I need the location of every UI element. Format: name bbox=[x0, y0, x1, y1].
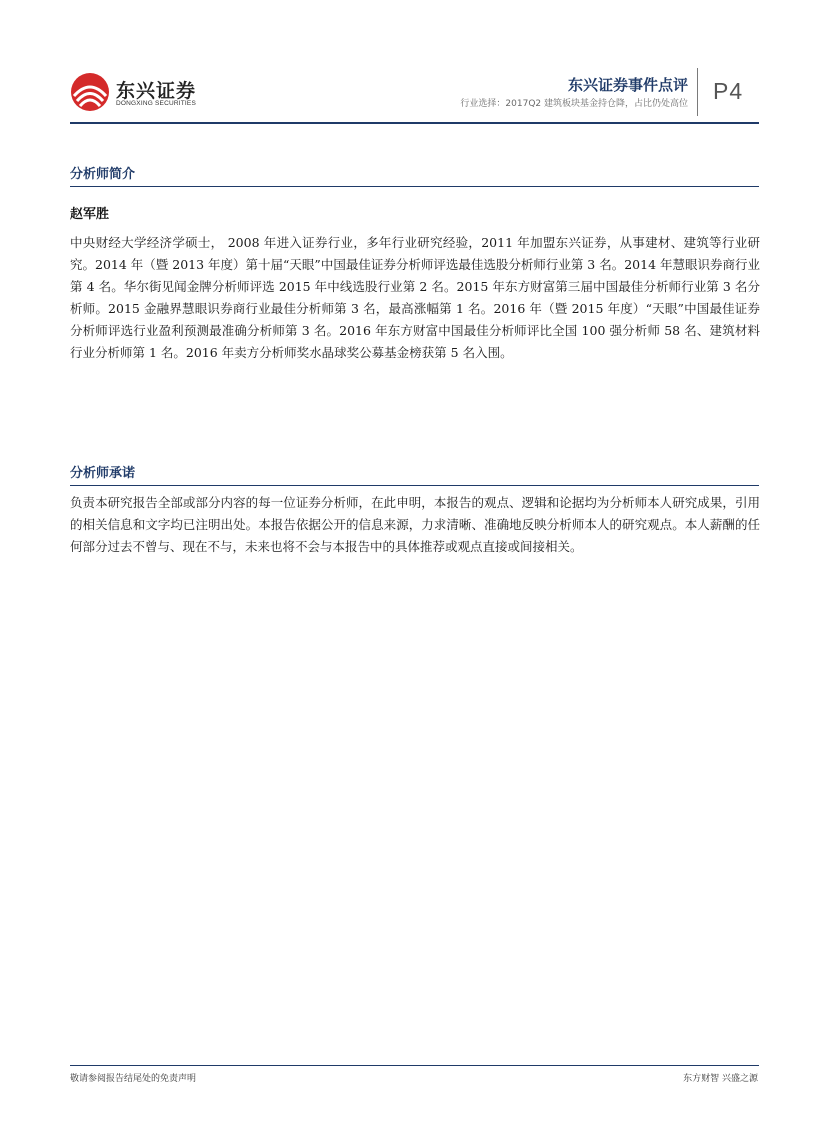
company-logo bbox=[70, 72, 210, 112]
header-divider bbox=[697, 68, 698, 116]
section-title-analyst-commitment: 分析师承诺 bbox=[70, 466, 136, 481]
report-subtitle: 行业选择：2017Q2 建筑板块基金持仓降，占比仍处高位 bbox=[460, 99, 688, 109]
analyst-bio: 中央财经大学经济学硕士， 2008 年进入证券行业，多年行业研究经验，2011 年加盟东兴证券，从事建材、建筑等行业研究。2014 年（暨 2013 年度）第十届“天眼”中国最佳证券分析师评选最佳选股分析师行业第 3 名。2014 年慧眼识券商行业第 4 名。华尔街见闻金牌分析师评选 2015 年中线选股行业第 2 名。2015 年东方财富第三届中国最佳分析师行业第 3 名分析师。2015 金融界慧眼识券商行业最佳分析师第 3 名，最高涨幅第 1 名。2016 年（暨 2015 年度）“天眼”中国最佳证券分析师评选行业盈利预测最准确分析师第 3 名。2016 年东方财富中国最佳分析师评比全国 100 强分析师 58 名、建筑材料行业分析师第 1 名。2016 年卖方分析师奖水晶球奖公募基金榜获第 5 名入围。 bbox=[70, 235, 761, 360]
section-rule-analyst-commitment bbox=[70, 485, 759, 486]
dongxing-logo-icon bbox=[70, 72, 110, 112]
footer-rule bbox=[70, 1065, 759, 1066]
logo-text-en: DONGXING SECURITIES bbox=[116, 100, 197, 107]
footer-disclaimer-note: 敬请参阅报告结尾处的免责声明 bbox=[70, 1074, 197, 1084]
page-number: P4 bbox=[713, 78, 744, 104]
analyst-commitment-text: 负责本研究报告全部或部分内容的每一位证券分析师，在此申明，本报告的观点、逻辑和论据均为分析师本人研究成果，引用的相关信息和文字均已注明出处。本报告依据公开的信息来源，力求清晰、准确地反映分析师本人的研究观点。本人薪酬的任何部分过去不曾与、现在不与，未来也将不会与本报告中的具体推荐或观点直接或间接相关。 bbox=[70, 495, 760, 554]
footer-slogan: 东方财智 兴盛之源 bbox=[683, 1074, 758, 1084]
report-type-title: 东兴证券事件点评 bbox=[567, 76, 688, 94]
header-rule bbox=[70, 122, 759, 124]
analyst-name: 赵军胜 bbox=[70, 207, 110, 222]
section-rule-analyst-intro bbox=[70, 186, 759, 187]
section-title-analyst-intro: 分析师简介 bbox=[70, 167, 136, 182]
logo-text-cn: 东兴证券 bbox=[116, 80, 197, 102]
